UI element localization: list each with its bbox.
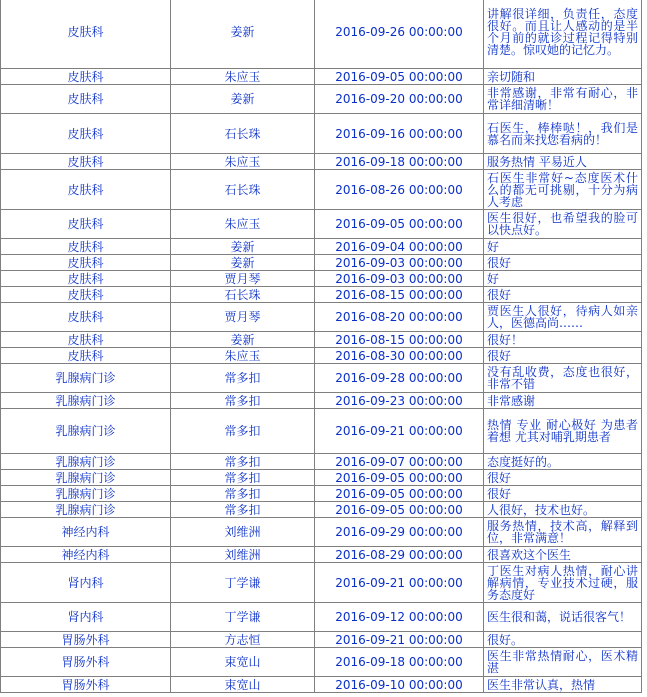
comment-cell: 人很好，技术也好。: [484, 502, 642, 518]
department-cell: 皮肤科: [1, 332, 171, 348]
table-row: [1, 114, 642, 154]
department-cell: 胃肠外科: [1, 677, 171, 693]
department-cell: 皮肤科: [1, 210, 171, 239]
comment-cell: 很好。: [484, 632, 642, 648]
doctor-name-cell: 石长珠: [171, 114, 315, 154]
comment-cell: 很好: [484, 348, 642, 364]
table-row: [1, 69, 642, 85]
doctor-name-cell: 丁学谦: [171, 603, 315, 632]
table-row: [1, 239, 642, 255]
visit-date-cell: 2016-09-07 00:00:00: [315, 454, 484, 470]
table-row: [1, 364, 642, 393]
doctor-name-cell: 刘维洲: [171, 518, 315, 547]
table-row: [1, 154, 642, 170]
comment-cell: 非常感谢: [484, 393, 642, 409]
visit-date-cell: 2016-09-18 00:00:00: [315, 648, 484, 677]
visit-date-cell: 2016-09-18 00:00:00: [315, 154, 484, 170]
doctor-name-cell: 常多扣: [171, 409, 315, 454]
department-cell: 乳腺病门诊: [1, 454, 171, 470]
department-cell: 皮肤科: [1, 69, 171, 85]
department-cell: 肾内科: [1, 603, 171, 632]
review-table-body: [1, 0, 642, 693]
table-row: [1, 454, 642, 470]
department-cell: 皮肤科: [1, 0, 171, 69]
visit-date-cell: 2016-09-26 00:00:00: [315, 0, 484, 69]
visit-date-cell: 2016-09-12 00:00:00: [315, 603, 484, 632]
table-row: [1, 563, 642, 603]
table-row: [1, 332, 642, 348]
doctor-name-cell: 常多扣: [171, 364, 315, 393]
comment-cell: 医生很好，也希望我的脸可以快点好。: [484, 210, 642, 239]
department-cell: 皮肤科: [1, 348, 171, 364]
table-row: [1, 470, 642, 486]
table-row: [1, 170, 642, 210]
comment-cell: 很喜欢这个医生: [484, 547, 642, 563]
doctor-name-cell: 方志恒: [171, 632, 315, 648]
doctor-name-cell: 姜新: [171, 332, 315, 348]
doctor-name-cell: 束宽山: [171, 648, 315, 677]
visit-date-cell: 2016-08-15 00:00:00: [315, 332, 484, 348]
comment-cell: 很好: [484, 287, 642, 303]
visit-date-cell: 2016-09-20 00:00:00: [315, 85, 484, 114]
comment-cell: 亲切随和: [484, 69, 642, 85]
department-cell: 皮肤科: [1, 255, 171, 271]
table-row: [1, 85, 642, 114]
comment-cell: 石医生，棒棒哒！，我们是慕名而来找您看病的！: [484, 114, 642, 154]
table-row: [1, 210, 642, 239]
department-cell: 皮肤科: [1, 303, 171, 332]
comment-cell: 很好: [484, 486, 642, 502]
doctor-name-cell: 朱应玉: [171, 154, 315, 170]
doctor-name-cell: 刘维洲: [171, 547, 315, 563]
table-row: [1, 348, 642, 364]
visit-date-cell: 2016-08-15 00:00:00: [315, 287, 484, 303]
department-cell: 乳腺病门诊: [1, 470, 171, 486]
comment-cell: 好: [484, 271, 642, 287]
visit-date-cell: 2016-09-29 00:00:00: [315, 518, 484, 547]
visit-date-cell: 2016-09-23 00:00:00: [315, 393, 484, 409]
table-row: [1, 287, 642, 303]
department-cell: 皮肤科: [1, 114, 171, 154]
visit-date-cell: 2016-09-28 00:00:00: [315, 364, 484, 393]
doctor-name-cell: 朱应玉: [171, 69, 315, 85]
department-cell: 乳腺病门诊: [1, 393, 171, 409]
visit-date-cell: 2016-09-04 00:00:00: [315, 239, 484, 255]
department-cell: 神经内科: [1, 518, 171, 547]
table-row: [1, 303, 642, 332]
table-row: [1, 409, 642, 454]
table-row: [1, 677, 642, 693]
doctor-name-cell: 姜新: [171, 0, 315, 69]
doctor-name-cell: 朱应玉: [171, 348, 315, 364]
comment-cell: 好: [484, 239, 642, 255]
table-row: [1, 486, 642, 502]
table-row: [1, 255, 642, 271]
table-row: [1, 502, 642, 518]
comment-cell: 很好: [484, 255, 642, 271]
visit-date-cell: 2016-09-05 00:00:00: [315, 69, 484, 85]
department-cell: 皮肤科: [1, 239, 171, 255]
comment-cell: 很好！: [484, 332, 642, 348]
department-cell: 皮肤科: [1, 170, 171, 210]
department-cell: 乳腺病门诊: [1, 409, 171, 454]
visit-date-cell: 2016-09-03 00:00:00: [315, 271, 484, 287]
visit-date-cell: 2016-09-05 00:00:00: [315, 470, 484, 486]
doctor-name-cell: 贾月琴: [171, 271, 315, 287]
doctor-name-cell: 姜新: [171, 255, 315, 271]
doctor-name-cell: 姜新: [171, 85, 315, 114]
comment-cell: 丁医生对病人热情，耐心讲解病情，专业技术过硬，服务态度好: [484, 563, 642, 603]
table-row: [1, 632, 642, 648]
comment-cell: 热情 专业 耐心极好 为患者着想 尤其对哺乳期患者: [484, 409, 642, 454]
visit-date-cell: 2016-08-29 00:00:00: [315, 547, 484, 563]
department-cell: 胃肠外科: [1, 648, 171, 677]
table-row: [1, 648, 642, 677]
doctor-name-cell: 朱应玉: [171, 210, 315, 239]
doctor-name-cell: 常多扣: [171, 393, 315, 409]
comment-cell: 非常感谢，非常有耐心，非常详细清晰！: [484, 85, 642, 114]
visit-date-cell: 2016-09-03 00:00:00: [315, 255, 484, 271]
comment-cell: 服务热情，技术高，解释到位，非常满意！: [484, 518, 642, 547]
visit-date-cell: 2016-08-30 00:00:00: [315, 348, 484, 364]
comment-cell: 很好: [484, 470, 642, 486]
department-cell: 乳腺病门诊: [1, 364, 171, 393]
table-row: [1, 547, 642, 563]
doctor-name-cell: 姜新: [171, 239, 315, 255]
table-row: [1, 603, 642, 632]
department-cell: 胃肠外科: [1, 632, 171, 648]
doctor-name-cell: 常多扣: [171, 470, 315, 486]
department-cell: 乳腺病门诊: [1, 486, 171, 502]
visit-date-cell: 2016-09-05 00:00:00: [315, 502, 484, 518]
department-cell: 皮肤科: [1, 271, 171, 287]
comment-cell: 态度挺好的。: [484, 454, 642, 470]
visit-date-cell: 2016-09-05 00:00:00: [315, 210, 484, 239]
department-cell: 皮肤科: [1, 287, 171, 303]
comment-cell: 服务热情 平易近人: [484, 154, 642, 170]
comment-cell: 医生很和蔼，说话很客气！: [484, 603, 642, 632]
doctor-name-cell: 贾月琴: [171, 303, 315, 332]
comment-cell: 医生非常热情耐心，医术精湛: [484, 648, 642, 677]
department-cell: 皮肤科: [1, 85, 171, 114]
department-cell: 肾内科: [1, 563, 171, 603]
department-cell: 神经内科: [1, 547, 171, 563]
visit-date-cell: 2016-09-16 00:00:00: [315, 114, 484, 154]
doctor-name-cell: 丁学谦: [171, 563, 315, 603]
visit-date-cell: 2016-09-05 00:00:00: [315, 486, 484, 502]
visit-date-cell: 2016-09-21 00:00:00: [315, 632, 484, 648]
table-row: [1, 518, 642, 547]
comment-cell: 没有乱收费，态度也很好，非常不错: [484, 364, 642, 393]
visit-date-cell: 2016-09-21 00:00:00: [315, 409, 484, 454]
department-cell: 皮肤科: [1, 154, 171, 170]
doctor-name-cell: 常多扣: [171, 502, 315, 518]
comment-cell: 讲解很详细，负责任，态度很好。而且让人感动的是半个月前的就诊过程记得特别清楚。惊叹她的记忆力。: [484, 0, 642, 69]
visit-date-cell: 2016-09-10 00:00:00: [315, 677, 484, 693]
table-row: [1, 0, 642, 69]
doctor-name-cell: 束宽山: [171, 677, 315, 693]
table-row: [1, 271, 642, 287]
doctor-name-cell: 常多扣: [171, 486, 315, 502]
visit-date-cell: 2016-09-21 00:00:00: [315, 563, 484, 603]
doctor-name-cell: 石长珠: [171, 170, 315, 210]
doctor-name-cell: 常多扣: [171, 454, 315, 470]
comment-cell: 贾医生人很好，待病人如亲人，医德高尚……: [484, 303, 642, 332]
visit-date-cell: 2016-08-26 00:00:00: [315, 170, 484, 210]
department-cell: 乳腺病门诊: [1, 502, 171, 518]
table-row: [1, 393, 642, 409]
comment-cell: 石医生非常好~态度医术什么的都无可挑剔，十分为病人考虑: [484, 170, 642, 210]
comment-cell: 医生非常认真，热情: [484, 677, 642, 693]
doctor-name-cell: 石长珠: [171, 287, 315, 303]
visit-date-cell: 2016-08-20 00:00:00: [315, 303, 484, 332]
